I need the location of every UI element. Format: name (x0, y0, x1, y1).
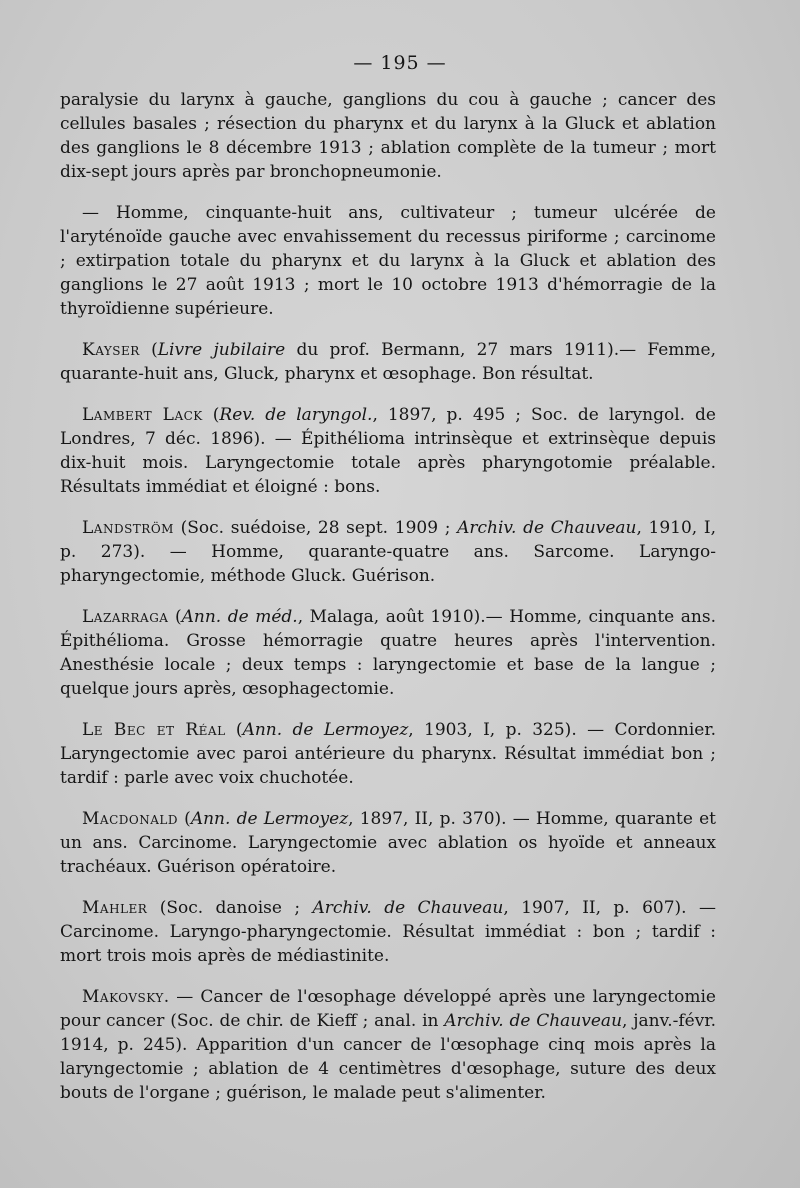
entry-text: , 1897, II, p. 370). — Homme, quarante et un ans. Carcinome. Laryngectomie avec ablation os hyoïde et anneaux trachéaux. Guérison opératoire. (60, 809, 717, 877)
journal-title: Rev. de laryngol. (219, 405, 373, 425)
reference-entry-le-bec-real (60, 718, 716, 790)
entry-text: , 1910, I, p. 273). — Homme, quarante-quatre ans. Sarcome. Laryngo-pharyngectomie, méthode Gluck. Guérison. (60, 518, 716, 586)
entry-text: , Malaga, août 1910).— Homme, cinquante ans. Épithélioma. Grosse hémorragie quatre heures après l'intervention. Anesthésie locale ; deux temps : laryngectomie et base de la langue ; quelque jours après, œsophagectomie. (60, 607, 716, 699)
author-name: Makovsky (82, 987, 164, 1007)
entry-prefix: . — Cancer de l'œsophage développé après une laryngectomie pour cancer (Soc. de chir. de Kieff ; anal. in (60, 987, 716, 1031)
entry-text: — Homme, cinquante-huit ans, cultivateur ; tumeur ulcérée de l'aryténoïde gauche avec envahissement du recessus piriforme ; carcinome ; extirpation totale du pharynx et du larynx à la Gluck et ablation des ganglions le 27 août 1913 ; mort le 10 octobre 1913 d'hémorragie de la thyroïdienne supérieure. (60, 203, 716, 319)
paragraph-continuation (60, 88, 716, 184)
reference-entry-kayser (60, 338, 716, 386)
reference-entry-lambert-lack (60, 403, 716, 499)
reference-entry-mahler (60, 896, 716, 968)
page-body (60, 88, 716, 1122)
entry-prefix: ( (139, 340, 158, 360)
entry-text: paralysie du larynx à gauche, ganglions du cou à gauche ; cancer des cellules basales ; résection du pharynx et du larynx à la Gluck et ablation des ganglions le 8 décembre 1913 ; ablation complète de la tumeur ; mort dix-sept jours après par bronchopneumonie. (60, 90, 716, 182)
entry-prefix: ( (225, 720, 243, 740)
entry-text: , janv.-févr. 1914, p. 245). Apparition d'un cancer de l'œsophage cinq mois après la laryngectomie ; ablation de 4 centimètres d'œsophage, suture des deux bouts de l'organe ; guérison, le malade peut s'alimenter. (60, 1011, 716, 1103)
journal-title: Ann. de Lermoyez (190, 809, 349, 829)
entry-prefix: ( (168, 607, 182, 627)
author-name: Kayser (82, 340, 140, 360)
journal-title: Archiv. de Chauveau (457, 518, 637, 538)
journal-title: Ann. de Lermoyez (242, 720, 409, 740)
paragraph-case (60, 201, 716, 321)
entry-text: , 1897, p. 495 ; Soc. de laryngol. de Londres, 7 déc. 1896). — Épithélioma intrinsèque et extrinsèque depuis dix-huit mois. Laryngectomie totale après pharyngotomie préalable. Résultats immédiat et éloigné : bons. (60, 405, 716, 497)
author-name: Macdonald (82, 809, 178, 829)
author-name: Lazarraga (82, 607, 169, 627)
entry-prefix: ( (202, 405, 220, 425)
journal-title: Archiv. de Chauveau (444, 1011, 623, 1031)
entry-text: , 1907, II, p. 607). — Carcinome. Laryngo-pharyngectomie. Résultat immédiat : bon ; tardif : mort trois mois après de médiastinite. (60, 898, 716, 966)
author-name: Landström (82, 518, 174, 538)
journal-title: Archiv. de Chauveau (312, 898, 504, 918)
entry-text: , 1903, I, p. 325). — Cordonnier. Laryngectomie avec paroi antérieure du pharynx. Résultat immédiat bon ; tardif : parle avec voix chuchotée. (60, 720, 716, 788)
journal-title: Livre jubilaire (157, 340, 286, 360)
author-name: Mahler (82, 898, 148, 918)
entry-prefix: (Soc. danoise ; (147, 898, 313, 918)
reference-entry-makovsky (60, 985, 716, 1105)
reference-entry-landstrom (60, 516, 716, 588)
journal-title: Ann. de méd. (181, 607, 298, 627)
reference-entry-macdonald (60, 807, 716, 879)
entry-prefix: (Soc. suédoise, 28 sept. 1909 ; (173, 518, 458, 538)
page-number: — 195 — (353, 52, 447, 74)
entry-prefix: ( (177, 809, 191, 829)
entry-text: du prof. Bermann, 27 mars 1911).— Femme, quarante-huit ans, Gluck, pharynx et œsophage. Bon résultat. (60, 340, 716, 384)
author-name: Lambert Lack (82, 405, 203, 425)
reference-entry-lazarraga (60, 605, 716, 701)
author-name: Le Bec et Réal (82, 720, 226, 740)
